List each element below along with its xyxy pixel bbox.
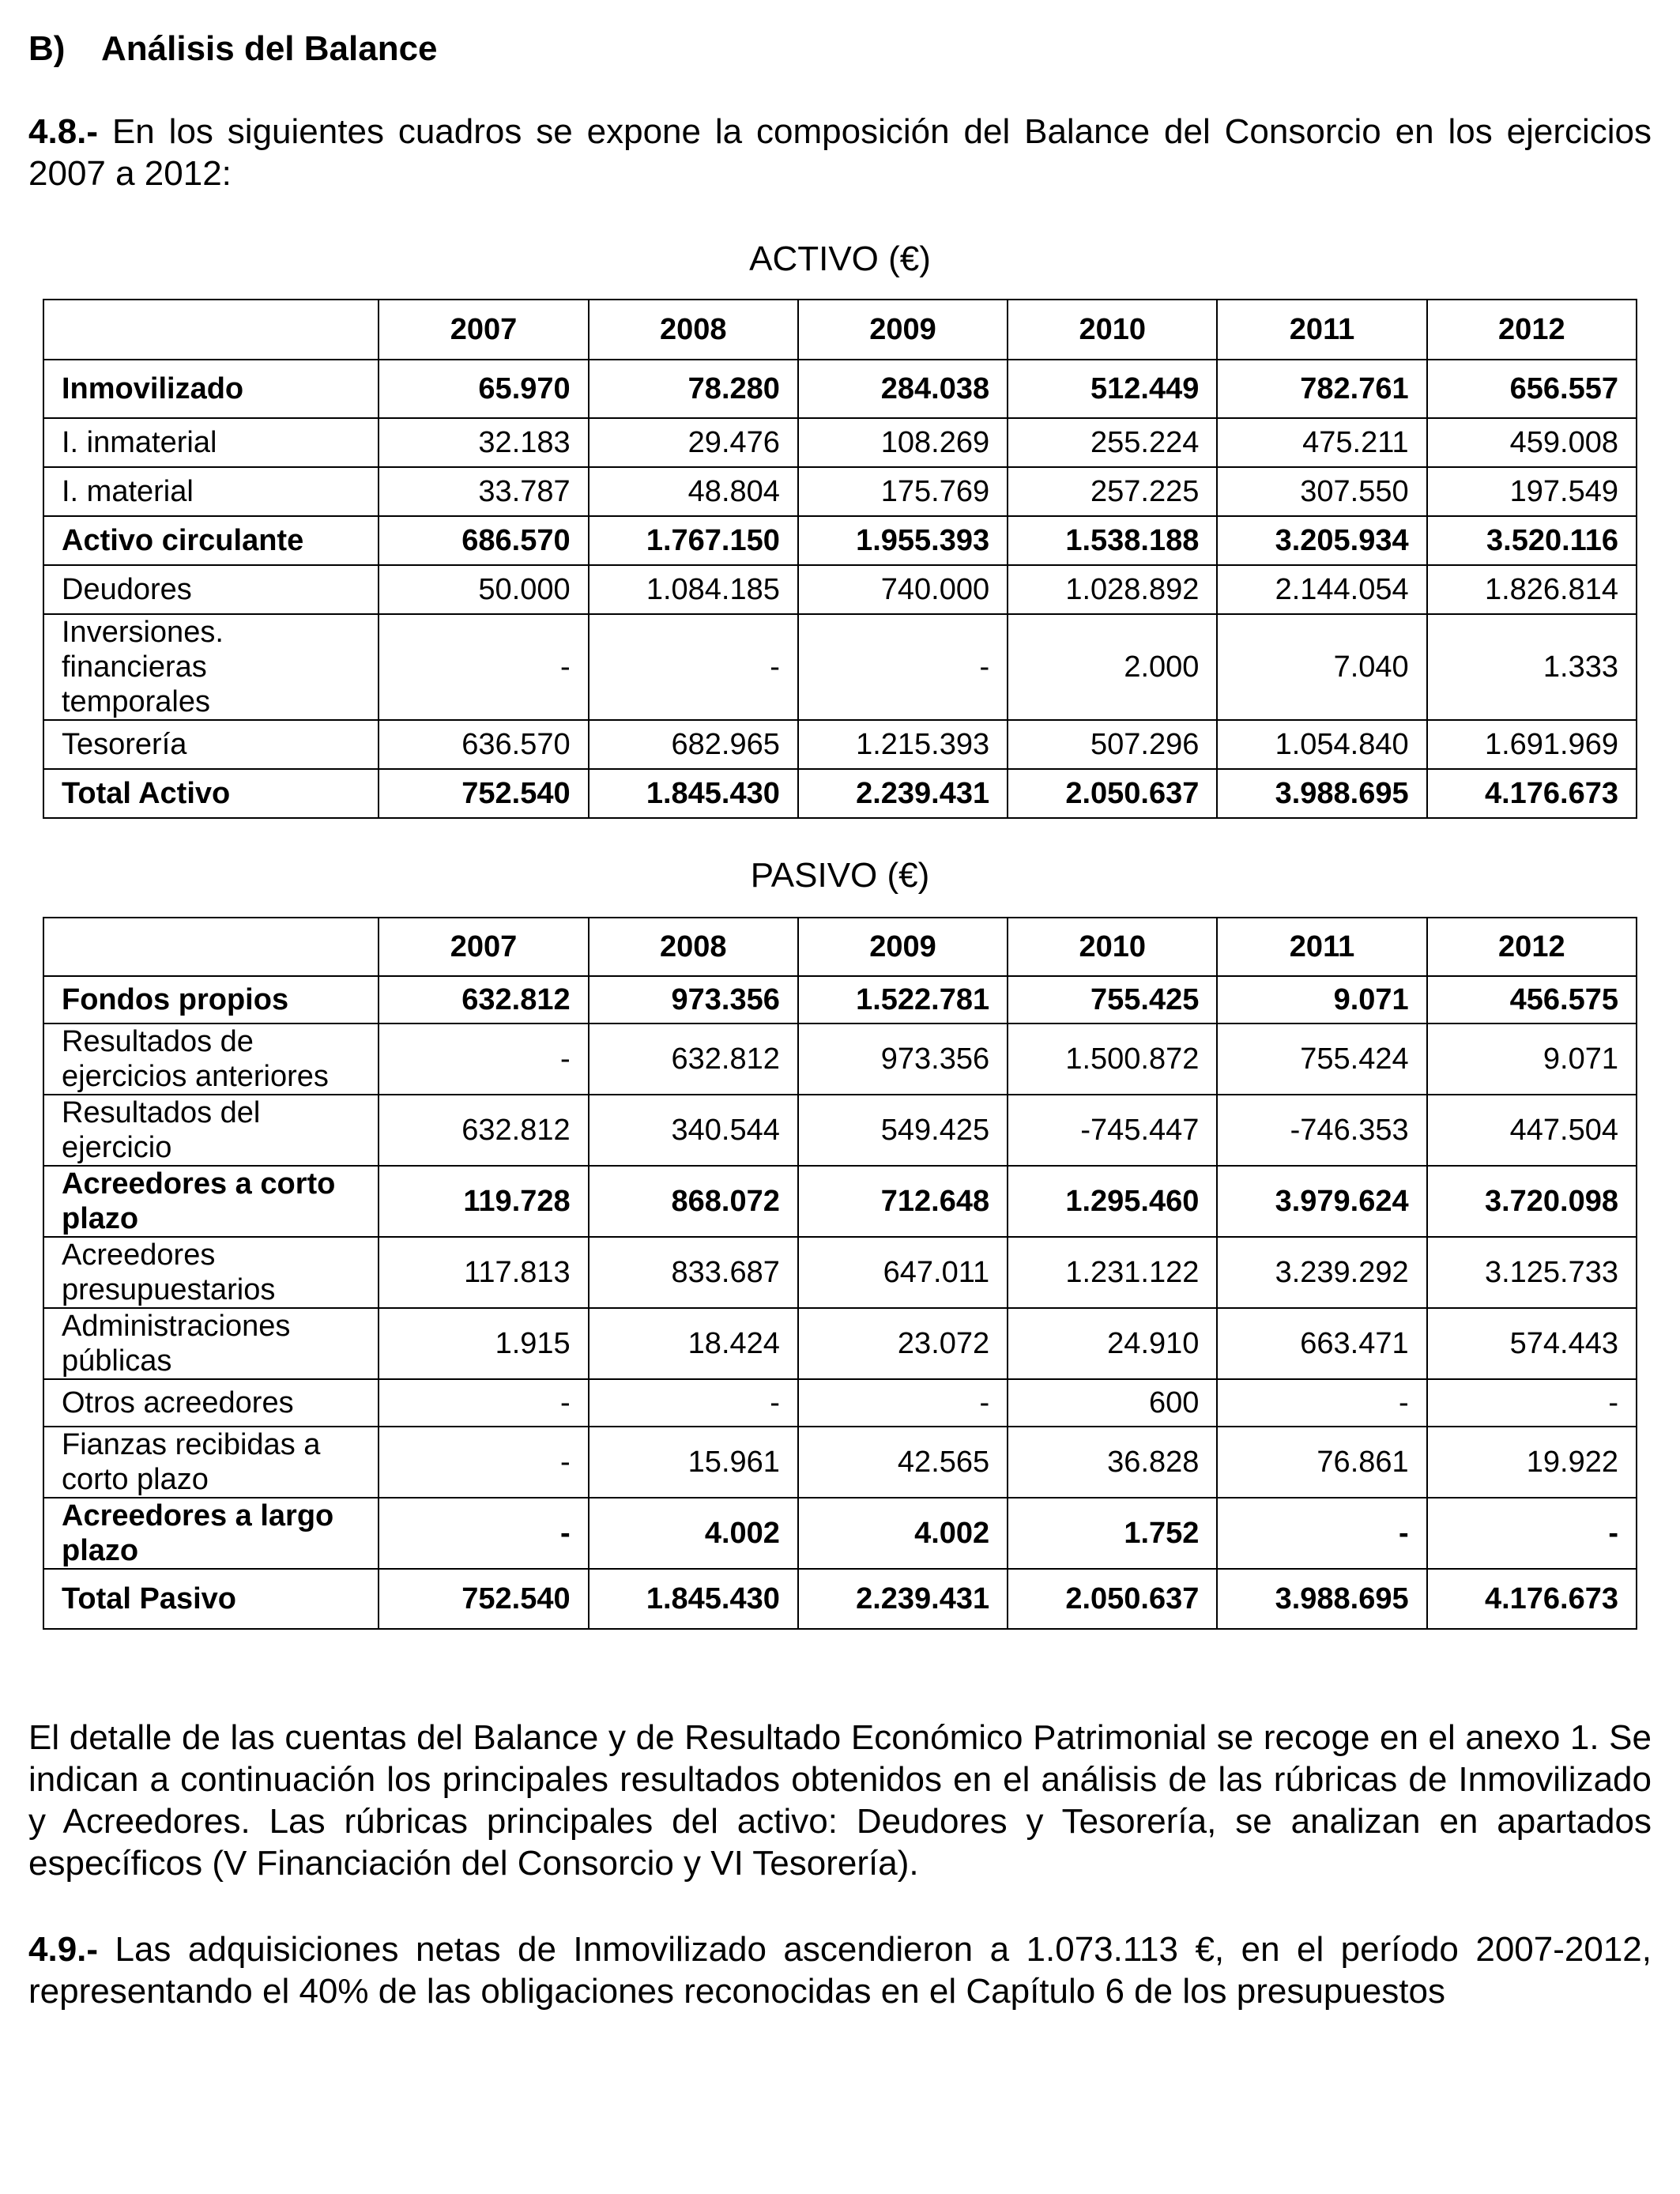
pasivo-cell: 15.961	[589, 1427, 798, 1498]
pasivo-cell: 1.752	[1008, 1498, 1217, 1569]
activo-cell: 1.054.840	[1217, 720, 1426, 769]
pasivo-row	[43, 1095, 1637, 1166]
pasivo-cell: 117.813	[379, 1237, 588, 1308]
activo-row-label: Inversiones. financieras temporales	[43, 614, 379, 720]
activo-header-blank	[43, 300, 379, 360]
activo-cell: 1.826.814	[1427, 565, 1637, 614]
pasivo-cell: -	[798, 1379, 1008, 1427]
pasivo-cell: 1.500.872	[1008, 1023, 1217, 1095]
pasivo-cell: 4.176.673	[1427, 1569, 1637, 1629]
pasivo-cell: 973.356	[798, 1023, 1008, 1095]
activo-cell: 686.570	[379, 516, 588, 565]
activo-row	[43, 720, 1637, 769]
pasivo-year-header: 2008	[589, 918, 798, 976]
activo-row	[43, 614, 1637, 720]
pasivo-row	[43, 1427, 1637, 1498]
activo-row-label: Deudores	[43, 565, 379, 614]
pasivo-cell: -	[589, 1379, 798, 1427]
pasivo-cell: 632.812	[379, 976, 588, 1023]
pasivo-cell: 9.071	[1427, 1023, 1637, 1095]
activo-cell: 1.084.185	[589, 565, 798, 614]
pasivo-cell: 973.356	[589, 976, 798, 1023]
activo-row-label: I. inmaterial	[43, 418, 379, 467]
activo-cell: 782.761	[1217, 360, 1426, 418]
activo-header-row	[43, 300, 1637, 360]
pasivo-cell: 24.910	[1008, 1308, 1217, 1379]
pasivo-cell: -	[1217, 1498, 1426, 1569]
pasivo-cell: 1.295.460	[1008, 1166, 1217, 1237]
pasivo-row	[43, 976, 1637, 1023]
activo-cell: 3.520.116	[1427, 516, 1637, 565]
pasivo-row-label: Otros acreedores	[43, 1379, 379, 1427]
pasivo-cell: 42.565	[798, 1427, 1008, 1498]
pasivo-row	[43, 1569, 1637, 1629]
pasivo-row-label: Acreedores presupuestarios	[43, 1237, 379, 1308]
activo-row	[43, 467, 1637, 516]
pasivo-row-label: Total Pasivo	[43, 1569, 379, 1629]
pasivo-cell: -	[379, 1427, 588, 1498]
pasivo-cell: 447.504	[1427, 1095, 1637, 1166]
activo-cell: 4.176.673	[1427, 769, 1637, 818]
paragraph-4-9	[28, 1928, 1652, 2012]
pasivo-row	[43, 1498, 1637, 1569]
section-letter: B)	[28, 29, 66, 68]
activo-cell: 3.988.695	[1217, 769, 1426, 818]
pasivo-cell: -	[379, 1498, 588, 1569]
pasivo-cell: 3.720.098	[1427, 1166, 1637, 1237]
activo-cell: 29.476	[589, 418, 798, 467]
pasivo-cell: -	[379, 1023, 588, 1095]
activo-row-label: Activo circulante	[43, 516, 379, 565]
pasivo-header-blank	[43, 918, 379, 976]
activo-year-header: 2009	[798, 300, 1008, 360]
activo-table	[43, 299, 1637, 819]
pasivo-cell: 663.471	[1217, 1308, 1426, 1379]
activo-title: ACTIVO (€)	[749, 239, 931, 278]
detail-paragraph: El detalle de las cuentas del Balance y de Resultado Económico Patrimonial se recoge en el anexo 1. Se indican a continuación los principales resultados obtenidos en el análisis de las rúbricas de Inmovilizado y Acreedores. Las rúbricas principales del activo: Deudores y Tesorería, se analizan en apartados específicos (V Financiación del Consorcio y VI Tesorería).	[28, 1718, 1652, 1883]
pasivo-cell: 1.522.781	[798, 976, 1008, 1023]
pasivo-cell: 1.231.122	[1008, 1237, 1217, 1308]
paragraph-4-9-text: Las adquisiciones netas de Inmovilizado ascendieron a 1.073.113 €, en el período 2007-2012, representando el 40% de las obligaciones reconocidas en el Capítulo 6 de los presupuestos	[28, 1930, 1652, 2011]
activo-row-label: Inmovilizado	[43, 360, 379, 418]
pasivo-cell: 1.915	[379, 1308, 588, 1379]
pasivo-cell: 752.540	[379, 1569, 588, 1629]
pasivo-cell: 18.424	[589, 1308, 798, 1379]
pasivo-cell: 549.425	[798, 1095, 1008, 1166]
activo-cell: 255.224	[1008, 418, 1217, 467]
activo-cell: 307.550	[1217, 467, 1426, 516]
activo-year-header: 2011	[1217, 300, 1426, 360]
pasivo-row	[43, 1379, 1637, 1427]
pasivo-row-label: Resultados de ejercicios anteriores	[43, 1023, 379, 1095]
activo-cell: 48.804	[589, 467, 798, 516]
activo-row-label: I. material	[43, 467, 379, 516]
activo-cell: 32.183	[379, 418, 588, 467]
pasivo-cell: -	[1427, 1379, 1637, 1427]
pasivo-row	[43, 1237, 1637, 1308]
activo-year-header: 2007	[379, 300, 588, 360]
activo-cell: 1.767.150	[589, 516, 798, 565]
activo-cell: 1.028.892	[1008, 565, 1217, 614]
pasivo-cell: 76.861	[1217, 1427, 1426, 1498]
activo-cell: 65.970	[379, 360, 588, 418]
activo-cell: 2.239.431	[798, 769, 1008, 818]
activo-cell: 257.225	[1008, 467, 1217, 516]
activo-cell: 50.000	[379, 565, 588, 614]
pasivo-row-label: Fianzas recibidas a corto plazo	[43, 1427, 379, 1498]
activo-cell: 2.000	[1008, 614, 1217, 720]
activo-row	[43, 418, 1637, 467]
activo-cell: 1.333	[1427, 614, 1637, 720]
pasivo-year-header: 2007	[379, 918, 588, 976]
activo-cell: 636.570	[379, 720, 588, 769]
pasivo-year-header: 2012	[1427, 918, 1637, 976]
pasivo-year-header: 2009	[798, 918, 1008, 976]
activo-cell: 1.845.430	[589, 769, 798, 818]
pasivo-cell: 19.922	[1427, 1427, 1637, 1498]
pasivo-header-row	[43, 918, 1637, 976]
pasivo-row-label: Fondos propios	[43, 976, 379, 1023]
pasivo-cell: 755.424	[1217, 1023, 1426, 1095]
pasivo-cell: 868.072	[589, 1166, 798, 1237]
pasivo-row	[43, 1308, 1637, 1379]
activo-cell: -	[379, 614, 588, 720]
activo-cell: 284.038	[798, 360, 1008, 418]
activo-row	[43, 769, 1637, 818]
pasivo-cell: 3.988.695	[1217, 1569, 1426, 1629]
activo-cell: 7.040	[1217, 614, 1426, 720]
activo-cell: 1.215.393	[798, 720, 1008, 769]
pasivo-cell: 36.828	[1008, 1427, 1217, 1498]
activo-cell: 512.449	[1008, 360, 1217, 418]
pasivo-title: PASIVO (€)	[750, 856, 930, 895]
activo-cell: 682.965	[589, 720, 798, 769]
activo-year-header: 2012	[1427, 300, 1637, 360]
paragraph-4-9-number: 4.9.-	[28, 1930, 99, 1969]
pasivo-cell: -745.447	[1008, 1095, 1217, 1166]
activo-cell: 3.205.934	[1217, 516, 1426, 565]
activo-cell: 197.549	[1427, 467, 1637, 516]
pasivo-cell: 9.071	[1217, 976, 1426, 1023]
pasivo-cell: 3.239.292	[1217, 1237, 1426, 1308]
pasivo-cell: 755.425	[1008, 976, 1217, 1023]
pasivo-cell: 712.648	[798, 1166, 1008, 1237]
pasivo-cell: 632.812	[589, 1023, 798, 1095]
activo-year-header: 2010	[1008, 300, 1217, 360]
pasivo-year-header: 2010	[1008, 918, 1217, 976]
activo-year-header: 2008	[589, 300, 798, 360]
activo-cell: 1.538.188	[1008, 516, 1217, 565]
section-heading	[28, 27, 438, 71]
intro-paragraph	[28, 111, 1652, 194]
pasivo-cell: 23.072	[798, 1308, 1008, 1379]
activo-row	[43, 516, 1637, 565]
pasivo-row-label: Resultados del ejercicio	[43, 1095, 379, 1166]
activo-row-label: Total Activo	[43, 769, 379, 818]
activo-cell: 175.769	[798, 467, 1008, 516]
pasivo-cell: 3.979.624	[1217, 1166, 1426, 1237]
pasivo-cell: 1.845.430	[589, 1569, 798, 1629]
pasivo-cell: 4.002	[589, 1498, 798, 1569]
pasivo-cell: 574.443	[1427, 1308, 1637, 1379]
section-title: Análisis del Balance	[101, 29, 438, 68]
pasivo-row-label: Administraciones públicas	[43, 1308, 379, 1379]
pasivo-cell: 4.002	[798, 1498, 1008, 1569]
activo-cell: 1.691.969	[1427, 720, 1637, 769]
intro-number: 4.8.-	[28, 112, 99, 151]
pasivo-row-label: Acreedores a largo plazo	[43, 1498, 379, 1569]
pasivo-cell: 2.239.431	[798, 1569, 1008, 1629]
activo-cell: 459.008	[1427, 418, 1637, 467]
pasivo-row	[43, 1023, 1637, 1095]
activo-cell: 752.540	[379, 769, 588, 818]
activo-cell: 507.296	[1008, 720, 1217, 769]
activo-cell: 656.557	[1427, 360, 1637, 418]
pasivo-cell: 632.812	[379, 1095, 588, 1166]
pasivo-cell: 119.728	[379, 1166, 588, 1237]
activo-row-label: Tesorería	[43, 720, 379, 769]
pasivo-cell: -746.353	[1217, 1095, 1426, 1166]
activo-cell: 108.269	[798, 418, 1008, 467]
activo-cell: -	[798, 614, 1008, 720]
activo-cell: 475.211	[1217, 418, 1426, 467]
pasivo-cell: 456.575	[1427, 976, 1637, 1023]
pasivo-table	[43, 917, 1637, 1630]
pasivo-cell: 3.125.733	[1427, 1237, 1637, 1308]
pasivo-cell: 340.544	[589, 1095, 798, 1166]
pasivo-cell: 647.011	[798, 1237, 1008, 1308]
pasivo-cell: -	[379, 1379, 588, 1427]
activo-cell: 1.955.393	[798, 516, 1008, 565]
activo-row	[43, 360, 1637, 418]
pasivo-cell: 600	[1008, 1379, 1217, 1427]
pasivo-cell: -	[1427, 1498, 1637, 1569]
pasivo-row-label: Acreedores a corto plazo	[43, 1166, 379, 1237]
pasivo-cell: 2.050.637	[1008, 1569, 1217, 1629]
pasivo-cell: 833.687	[589, 1237, 798, 1308]
activo-cell: -	[589, 614, 798, 720]
activo-cell: 740.000	[798, 565, 1008, 614]
intro-text: En los siguientes cuadros se expone la composición del Balance del Consorcio en los ejercicios 2007 a 2012:	[28, 112, 1652, 193]
activo-cell: 78.280	[589, 360, 798, 418]
activo-cell: 2.050.637	[1008, 769, 1217, 818]
activo-cell: 2.144.054	[1217, 565, 1426, 614]
activo-row	[43, 565, 1637, 614]
pasivo-cell: -	[1217, 1379, 1426, 1427]
activo-cell: 33.787	[379, 467, 588, 516]
pasivo-row	[43, 1166, 1637, 1237]
pasivo-year-header: 2011	[1217, 918, 1426, 976]
